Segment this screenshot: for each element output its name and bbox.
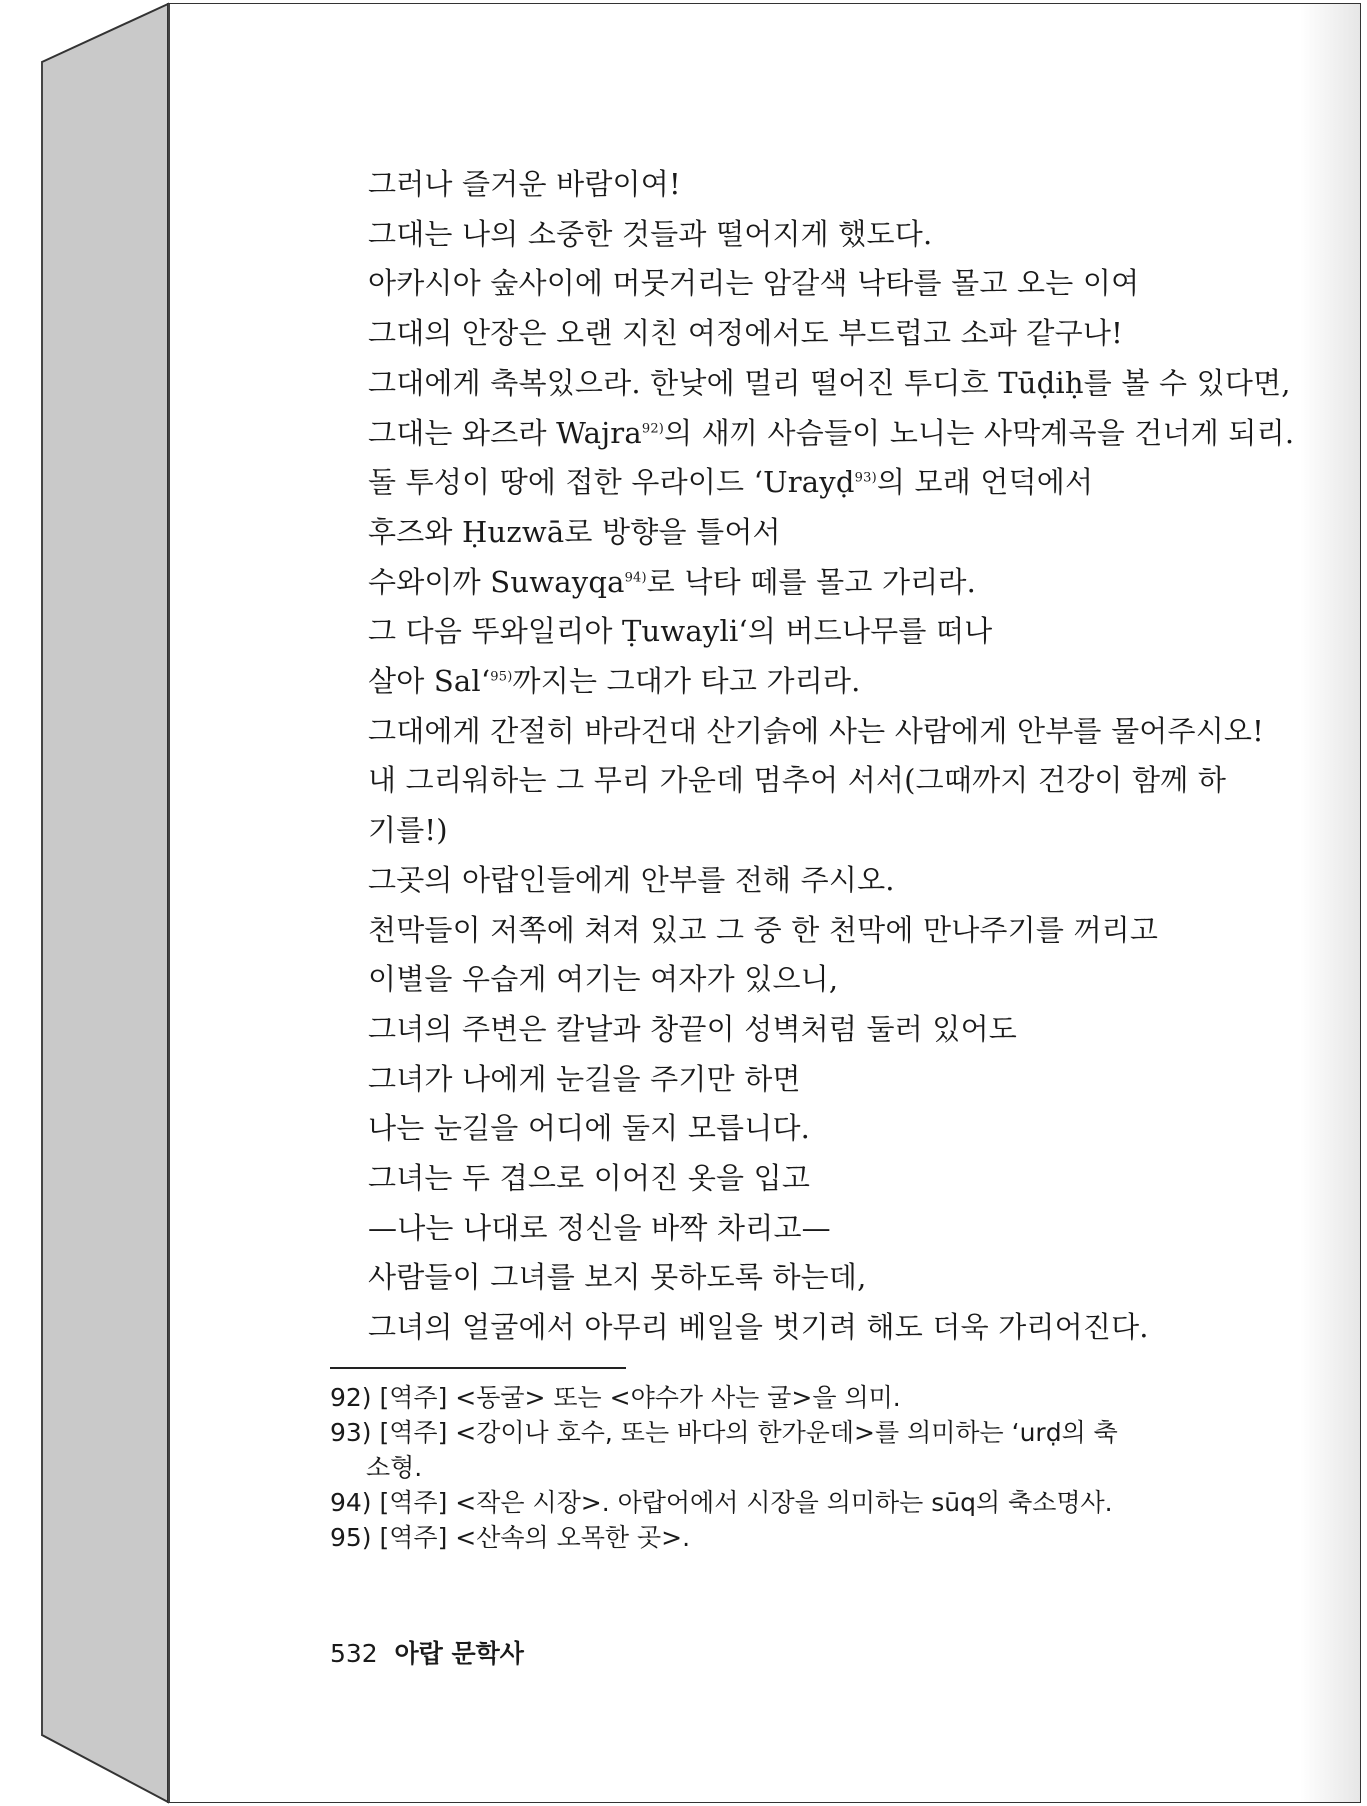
poem-line-text: 그대는 나의 소중한 것들과 떨어지게 했도다. bbox=[368, 216, 933, 251]
poem-line-text: 그녀의 얼굴에서 아무리 베일을 벗기려 해도 더욱 가리어진다. bbox=[368, 1310, 1149, 1345]
footnote-rule bbox=[330, 1367, 626, 1369]
poem-line-text: 그대는 와즈라 Wajra bbox=[368, 415, 642, 450]
poem-line-text-after: 의 모래 언덕에서 bbox=[876, 465, 1094, 500]
poem-line-text: 후즈와 Ḥuzwā로 방향을 틀어서 bbox=[368, 514, 781, 549]
poem-line-text: 그대에게 간절히 바라건대 산기슭에 사는 사람에게 안부를 물어주시오! bbox=[368, 713, 1264, 748]
poem-line-text: 그녀가 나에게 눈길을 주기만 하면 bbox=[368, 1061, 801, 1096]
poem-line bbox=[368, 1204, 1248, 1254]
poem-line bbox=[368, 756, 1248, 806]
page-number: 532 bbox=[330, 1639, 378, 1668]
poem-line bbox=[368, 1253, 1248, 1303]
poem-line bbox=[368, 259, 1248, 309]
footnote-marker: 93) bbox=[854, 470, 877, 486]
poem-line-text: 이별을 우습게 여기는 여자가 있으니, bbox=[368, 962, 839, 997]
footnote-marker: 95) bbox=[490, 669, 513, 685]
footnotes bbox=[330, 1380, 1250, 1555]
running-title: 아랍 문학사 bbox=[394, 1639, 524, 1668]
poem-line bbox=[368, 1303, 1248, 1353]
poem-line-text: 그대에게 축복있으라. 한낮에 멀리 떨어진 투디흐 Tūḍiḥ를 볼 수 있다면, bbox=[368, 365, 1291, 400]
poem-line bbox=[368, 458, 1248, 508]
poem-line-text: 수와이까 Suwayqa bbox=[368, 564, 625, 599]
poem-line bbox=[368, 1055, 1248, 1105]
footnote-marker: 94) bbox=[624, 569, 647, 585]
poem-line-text: 그대의 안장은 오랜 지친 여정에서도 부드럽고 소파 같구나! bbox=[368, 316, 1123, 351]
poem-line-text: 그녀의 주변은 칼날과 창끝이 성벽처럼 둘러 있어도 bbox=[368, 1011, 1018, 1046]
poem-line bbox=[368, 657, 1248, 707]
poem-line bbox=[368, 707, 1264, 757]
page-edge-shadow bbox=[1300, 4, 1360, 1802]
poem-line-text: 나는 눈길을 어디에 둘지 모릅니다. bbox=[368, 1111, 811, 1146]
poem-line bbox=[368, 806, 1248, 856]
footnote-line: 95) [역주] <산속의 오목한 곳>. bbox=[330, 1523, 691, 1552]
poem-line bbox=[368, 856, 1248, 906]
poem-line bbox=[368, 906, 1248, 956]
footnote-line: 94) [역주] <작은 시장>. 아랍어에서 시장을 의미하는 sūq의 축소명사. bbox=[330, 1488, 1113, 1517]
poem-line-text: 아카시아 숲사이에 머뭇거리는 암갈색 낙타를 몰고 오는 이여 bbox=[368, 266, 1140, 301]
poem-line-text: 천막들이 저쪽에 쳐져 있고 그 중 한 천막에 만나주기를 꺼리고 bbox=[368, 912, 1159, 947]
poem-line-text: 사람들이 그녀를 보지 못하도록 하는데, bbox=[368, 1260, 867, 1295]
poem-line bbox=[368, 210, 1248, 260]
poem-line bbox=[368, 1154, 1248, 1204]
poem-line-text: 돌 투성이 땅에 접한 우라이드 ‘Urayḍ bbox=[368, 465, 855, 500]
poem-line-text-after: 로 낙타 떼를 몰고 가리라. bbox=[646, 564, 977, 599]
poem-line bbox=[368, 1005, 1248, 1055]
poem-line bbox=[368, 508, 1248, 558]
poem-line bbox=[368, 558, 1248, 608]
poem-line bbox=[368, 955, 1248, 1005]
poem-line bbox=[368, 1104, 1248, 1154]
poem-line-text: 그녀는 두 겹으로 이어진 옷을 입고 bbox=[368, 1161, 811, 1196]
poem-line-text: 그러나 즐거운 바람이여! bbox=[368, 167, 681, 201]
poem-line-text: 그곳의 아랍인들에게 안부를 전해 주시오. bbox=[368, 862, 895, 897]
poem-body bbox=[368, 160, 1295, 1353]
poem-line bbox=[368, 160, 1248, 210]
poem-line-text: 내 그리워하는 그 무리 가운데 멈추어 서서(그때까지 건강이 함께 하 bbox=[368, 763, 1227, 798]
page-folio bbox=[330, 1634, 524, 1670]
poem-line bbox=[368, 409, 1295, 459]
poem-line-text-after: 의 새끼 사슴들이 노니는 사막계곡을 건너게 되리. bbox=[664, 415, 1295, 450]
footnote-line: 92) [역주] <동굴> 또는 <야수가 사는 굴>을 의미. bbox=[330, 1383, 901, 1412]
footnote-line: 소형. bbox=[366, 1453, 423, 1482]
poem-line bbox=[368, 607, 1248, 657]
poem-line-text-after: 까지는 그대가 타고 가리라. bbox=[512, 664, 861, 699]
poem-line-text: 기를!) bbox=[368, 813, 448, 848]
poem-line-text: 살아 Sal‘ bbox=[368, 664, 491, 699]
footnote-marker: 92) bbox=[641, 420, 665, 436]
poem-line-text: —나는 나대로 정신을 바짝 차리고— bbox=[368, 1210, 831, 1245]
poem-line bbox=[368, 309, 1248, 359]
footnote-line: 93) [역주] <강이나 호수, 또는 바다의 한가운데>를 의미하는 ‘urḍ의 축 bbox=[330, 1418, 1118, 1447]
poem-line bbox=[368, 359, 1291, 409]
poem-line-text: 그 다음 뚜와일리아 Ṭuwayli‘의 버드나무를 떠나 bbox=[368, 614, 993, 649]
